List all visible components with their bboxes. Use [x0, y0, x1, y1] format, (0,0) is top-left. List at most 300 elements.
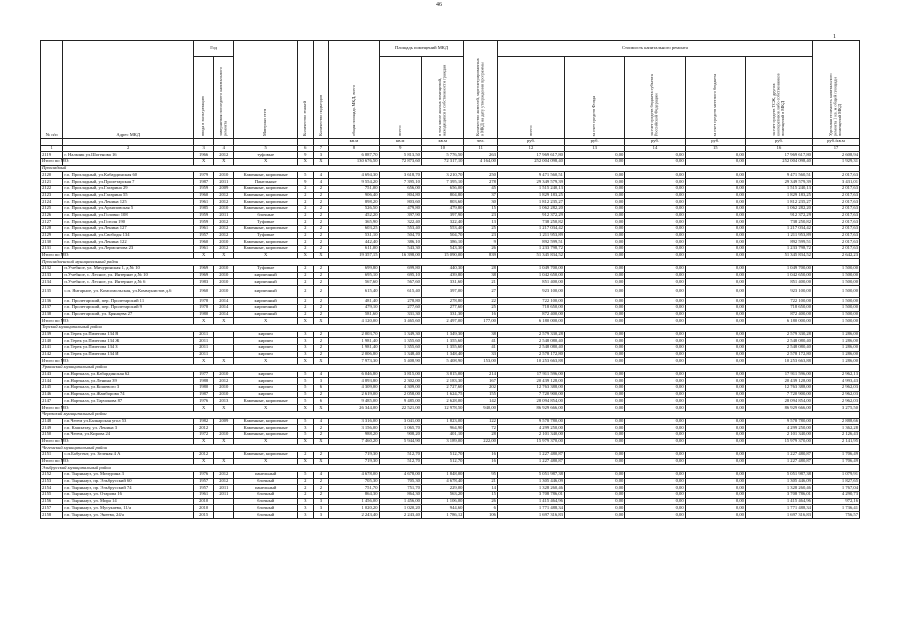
column-number-cell: 9	[379, 145, 421, 152]
th-cost-owners: за счет средств ТСЖ, других кооперативов либо собственников помещений в МКД	[745, 57, 812, 139]
table-cell: Туфовые	[234, 219, 298, 226]
table-cell: 2	[297, 286, 313, 298]
table-cell: 0,00	[685, 232, 745, 239]
table-cell: 1 500,00	[812, 318, 859, 325]
table-cell: X	[214, 458, 234, 465]
th-wall-material: Материал стен	[234, 41, 298, 139]
table-cell: 1 706,49	[812, 451, 859, 458]
table-cell: 250	[464, 172, 498, 179]
table-cell: 2	[297, 232, 313, 239]
table-cell: 0,00	[625, 371, 685, 378]
table-cell: 756,57	[812, 512, 859, 519]
table-cell: 2	[297, 266, 313, 273]
table-cell: п.Учебное, ул. Мичуринская 1, д.№ 10	[63, 266, 194, 273]
table-cell: 2	[297, 478, 313, 485]
table-cell: 0,00	[564, 344, 624, 351]
table-cell: 1972	[194, 431, 214, 438]
table-cell: 0,00	[685, 246, 745, 253]
table-cell: г.п. Тырныауз, ул. Мусукаева, 11/а	[63, 505, 194, 512]
table-cell: 2010	[194, 498, 214, 505]
table-cell: 2014	[214, 311, 234, 318]
table-cell: 0,00	[685, 385, 745, 392]
table-cell: 1 227 480,87	[745, 458, 812, 465]
table-cell: 1 697 316,83	[745, 512, 812, 519]
th-area-private: в том числе жилых помещений, находящихся в собственности граждан	[421, 57, 463, 139]
table-cell: 15 979 370,00	[745, 438, 812, 445]
table-cell: 9	[297, 179, 313, 186]
table-cell: п.Учебное, с. Лесное, ул. Интернат д.№ 6	[63, 279, 194, 286]
table-cell: 0,00	[564, 438, 624, 445]
subtotal-row	[41, 438, 860, 445]
table-cell: X	[214, 252, 234, 259]
table-cell: Панельные	[234, 179, 298, 186]
table-cell: 0,00	[685, 344, 745, 351]
table-cell: 0,00	[564, 358, 624, 365]
table-cell: 722 100,00	[745, 298, 812, 305]
table-cell: 553,40	[379, 225, 421, 232]
table-cell: Каменные, кирпичные	[234, 172, 298, 179]
table-cell: 1985	[194, 205, 214, 212]
table-cell: 2010	[214, 391, 234, 398]
table-row	[41, 185, 860, 192]
table-cell: 0,00	[625, 458, 685, 465]
table-cell: 1 415 464,96	[745, 498, 812, 505]
table-cell: 25	[464, 304, 498, 311]
table-cell: 3	[297, 512, 313, 519]
table-cell: 2 962,03	[812, 398, 859, 405]
table-cell: г.п. Тырныауз, пр. Эльбрусский 60	[63, 478, 194, 485]
table-cell: 2010	[214, 286, 234, 298]
table-cell: 3 431,01	[812, 179, 859, 186]
table-cell: 2010	[214, 431, 234, 438]
table-cell: г.п.Нарткала, ул.Жамборова 74	[63, 391, 194, 398]
table-cell: 2	[313, 451, 329, 458]
table-cell: 2 017,63	[812, 232, 859, 239]
table-cell: 5	[297, 472, 313, 479]
table-cell	[63, 252, 194, 259]
table-cell: 2	[297, 185, 313, 192]
table-cell: 526,50	[329, 205, 379, 212]
table-cell: 21	[464, 279, 498, 286]
table-cell: 3 316,00	[329, 418, 379, 425]
table-cell: 2009	[214, 418, 234, 425]
table-cell: 0,00	[564, 304, 624, 311]
table-cell: 1 812 235,27	[745, 199, 812, 206]
table-cell: 0,00	[685, 505, 745, 512]
table-cell: 2 101 340,00	[745, 431, 812, 438]
table-cell: 0,00	[625, 212, 685, 219]
table-cell: 2014	[214, 304, 234, 311]
th-floors: Количество этажей	[297, 41, 313, 139]
table-cell	[63, 438, 194, 445]
table-cell: 28 094 854,00	[745, 398, 812, 405]
table-cell: г.п. Пролетарский, пер. Пролетарский 9	[63, 304, 194, 311]
table-cell: 0,00	[685, 371, 745, 378]
table-cell: 2	[313, 344, 329, 351]
table-cell: 2 578 172,80	[497, 351, 564, 358]
table-cell: 1 217 034,42	[497, 225, 564, 232]
table-cell: 2012	[214, 152, 234, 159]
table-cell: 944,60	[421, 505, 463, 512]
table-cell: 17 911 596,00	[497, 371, 564, 378]
table-cell: 0,00	[625, 505, 685, 512]
table-cell: 331,60	[421, 279, 463, 286]
table-cell: 106	[464, 512, 498, 519]
table-cell: 322,40	[379, 219, 421, 226]
table-cell: 9 578 780,00	[497, 418, 564, 425]
table-cell: блочный	[234, 505, 298, 512]
table-cell: 581,60	[329, 311, 379, 318]
table-cell: 615,40	[329, 286, 379, 298]
table-cell: 6	[313, 398, 329, 405]
table-cell: 0,00	[685, 185, 745, 192]
table-cell: 51 345 834,52	[745, 252, 812, 259]
table-cell: 2010	[214, 239, 234, 246]
table-cell: 1959	[194, 212, 214, 219]
table-cell: г.п. Кашхатау, ул. Ленина 3	[63, 425, 194, 432]
table-cell: 2 962,03	[812, 385, 859, 392]
table-cell: 2 126,43	[812, 431, 859, 438]
table-cell: 3	[297, 344, 313, 351]
table-cell: 1 065,70	[379, 425, 421, 432]
table-cell: 4	[313, 472, 329, 479]
table-cell: 2	[297, 239, 313, 246]
table-row	[41, 391, 860, 398]
table-cell: 0,00	[685, 338, 745, 345]
table-cell: 898,20	[329, 199, 379, 206]
table-row	[41, 371, 860, 378]
table-cell: 1976	[194, 472, 214, 479]
table-cell: 1988	[194, 378, 214, 385]
table-cell: г.п.Нарткала, ул.Ленина 39	[63, 378, 194, 385]
table-cell: 2010	[214, 272, 234, 279]
table-cell: 1980	[194, 311, 214, 318]
table-cell: 2147	[41, 398, 63, 405]
table-cell: X	[234, 159, 298, 166]
table-cell: 2	[313, 485, 329, 492]
unit-cell: кв.м	[379, 139, 421, 146]
column-number-cell: 8	[329, 145, 379, 152]
table-cell: 3 156,00	[329, 425, 379, 432]
table-cell: 2145	[41, 385, 63, 392]
subtotal-row	[41, 358, 860, 365]
table-cell: 2012	[214, 232, 234, 239]
table-cell: 2011	[194, 331, 214, 338]
table-cell: 1 348,40	[379, 351, 421, 358]
table-cell: 2011	[194, 351, 214, 358]
table-cell: 1 500,00	[812, 286, 859, 298]
table-cell: X	[214, 318, 234, 325]
table-cell: 6 180 000,00	[497, 318, 564, 325]
table-cell: 0,00	[564, 172, 624, 179]
table-cell: Каменные, кирпичные	[234, 246, 298, 253]
table-cell: 0,00	[564, 239, 624, 246]
th-residents: Количество жителей, зарегистрированных в МКД на дату утверждения программы	[464, 41, 498, 139]
table-cell: 142	[464, 398, 498, 405]
table-cell: 2013	[214, 398, 234, 405]
table-cell: 2153	[41, 478, 63, 485]
table-cell: 2	[313, 492, 329, 499]
table-cell: 277,60	[421, 304, 463, 311]
table-cell: 699,80	[329, 266, 379, 273]
table-cell: 3	[313, 505, 329, 512]
table-cell: 1 362,28	[812, 425, 859, 432]
table-cell: 2124	[41, 199, 63, 206]
table-cell: 9 471 560,51	[745, 172, 812, 179]
table-cell: 10 253 663,88	[745, 358, 812, 365]
table-cell: 5 051 987,38	[745, 472, 812, 479]
table-cell: г.о. Прохладный, ул.Лермонтова 23	[63, 246, 194, 253]
corner-mark: 1	[833, 34, 836, 40]
table-cell: 2	[313, 272, 329, 279]
table-cell: 695,10	[329, 272, 379, 279]
table-cell: 167	[464, 378, 498, 385]
table-cell: 0,00	[625, 478, 685, 485]
table-cell: Итого по МО:	[42, 357, 70, 363]
table-cell: г.п.Терек ул.Пачегова 134 В	[63, 331, 194, 338]
table-cell: 0,00	[685, 172, 745, 179]
table-cell: 2	[313, 205, 329, 212]
table-cell	[63, 159, 194, 166]
table-cell: 3 618,70	[379, 172, 421, 179]
table-cell: г. Нальчик ул.Шогенова 16	[63, 152, 194, 159]
table-cell: 2015	[194, 512, 214, 519]
table-cell: 2 101 340,00	[497, 431, 564, 438]
table-cell: 28 094 854,00	[497, 398, 564, 405]
table-cell: 1 515 240,13	[745, 185, 812, 192]
table-cell: 1 042 650,00	[497, 272, 564, 279]
table-cell: 1 286,00	[812, 331, 859, 338]
table-cell: 738 250,82	[497, 219, 564, 226]
table-cell: 16	[464, 458, 498, 465]
table-cell: 719,30	[329, 458, 379, 465]
table-cell: 2012	[214, 199, 234, 206]
table-cell: 1 624,75	[421, 391, 463, 398]
table-cell: 656,00	[421, 185, 463, 192]
table-cell: 1 020,20	[379, 505, 421, 512]
table-cell: 7 720 900,00	[497, 391, 564, 398]
table-cell: кирпич	[234, 351, 298, 358]
table-cell: 0,00	[564, 505, 624, 512]
table-cell: 278	[464, 179, 498, 186]
table-cell: 0,00	[564, 219, 624, 226]
table-cell: X	[194, 252, 214, 259]
table-cell: 1 981,40	[329, 344, 379, 351]
table-cell: 2011	[194, 338, 214, 345]
table-cell: 695,10	[379, 272, 421, 279]
table-cell: 0,00	[685, 418, 745, 425]
table-cell: 1 456,00	[329, 498, 379, 505]
table-cell: 912 372,29	[497, 212, 564, 219]
table-cell: 0,00	[564, 472, 624, 479]
table-cell: 0,00	[625, 219, 685, 226]
table-cell: 803,60	[421, 199, 463, 206]
table-cell: X	[297, 405, 313, 412]
table-cell: 214	[464, 371, 498, 378]
table-cell: 1 981,40	[329, 338, 379, 345]
table-cell: 504,70	[379, 232, 421, 239]
table-cell: 7 460,20	[329, 438, 379, 445]
table-cell: 2 058,00	[379, 391, 421, 398]
table-cell: 3 275,50	[812, 405, 859, 412]
table-cell: панельный	[234, 485, 298, 492]
table-cell: X	[214, 405, 234, 412]
table-cell: кирпич	[234, 344, 298, 351]
table-cell: 26	[464, 498, 498, 505]
table-cell: кирпичный	[234, 279, 298, 286]
table-cell: Итого по МО:	[42, 317, 70, 323]
table-cell: 2012	[194, 425, 214, 432]
table-cell: кирпич	[234, 331, 298, 338]
column-number-cell: 13	[564, 145, 624, 152]
table-cell: 3 465,60	[379, 318, 421, 325]
table-cell: 2 017,63	[812, 225, 859, 232]
table-cell: 0,00	[625, 298, 685, 305]
table-cell: Каменные, кирпичные	[234, 431, 298, 438]
table-cell: 2	[313, 311, 329, 318]
table-cell: 2 017,63	[812, 219, 859, 226]
table-cell: 0,00	[685, 498, 745, 505]
table-cell	[214, 344, 234, 351]
table-cell: 3 815,00	[421, 371, 463, 378]
column-number-row	[41, 145, 860, 152]
table-cell: 2	[297, 272, 313, 279]
table-cell: 872 400,00	[745, 311, 812, 318]
table-cell: 0,00	[685, 425, 745, 432]
table-cell: Итого по МО:	[42, 437, 70, 443]
th-num: № п/п	[41, 41, 63, 139]
table-cell: 16	[464, 451, 498, 458]
table-cell: 1987	[194, 179, 214, 186]
column-number-cell: 7	[313, 145, 329, 152]
table-cell: 22 521,00	[379, 405, 421, 412]
table-cell: 0,00	[564, 451, 624, 458]
table-cell: г.п.Терек ул.Пачегова 134 Ж	[63, 338, 194, 345]
th-cost-group: Стоимость капитального ремонта	[497, 41, 812, 57]
table-cell: 1 355,60	[379, 344, 421, 351]
table-cell: 0,00	[625, 152, 685, 159]
table-cell: 1 829 183,25	[497, 192, 564, 199]
table-cell: 3	[297, 498, 313, 505]
table-cell: 5 813,50	[379, 152, 421, 159]
table-cell: 0,00	[564, 159, 624, 166]
table-cell: 2	[313, 225, 329, 232]
table-cell: X	[297, 438, 313, 445]
table-cell: 2	[297, 246, 313, 253]
table-row	[41, 286, 860, 298]
table-cell: 1 049 700,00	[497, 266, 564, 273]
section-row	[41, 411, 860, 418]
table-cell: 122	[464, 418, 498, 425]
table-cell: 17 969 617,80	[745, 152, 812, 159]
table-cell: 0,00	[625, 286, 685, 298]
table-cell: 0,00	[625, 304, 685, 311]
table-cell: 2012	[194, 451, 214, 458]
table-cell: 1 786,12	[421, 512, 463, 519]
table-cell: 804,80	[421, 192, 463, 199]
table-cell: 0,00	[564, 391, 624, 398]
table-cell: 1 049 700,00	[745, 266, 812, 273]
table-cell: 15	[464, 492, 498, 499]
table-cell: 2	[313, 246, 329, 253]
table-cell: 1980	[194, 385, 214, 392]
table-cell: кирпичный	[234, 311, 298, 318]
table-cell: 0,00	[685, 272, 745, 279]
table-cell: 851 400,00	[497, 279, 564, 286]
table-cell: 603,25	[329, 225, 379, 232]
table-cell: 2129	[41, 232, 63, 239]
table-cell: 2 017,63	[812, 205, 859, 212]
table-cell: 2	[297, 192, 313, 199]
table-cell: 567,60	[329, 279, 379, 286]
table-cell: X	[214, 358, 234, 365]
table-body	[41, 152, 860, 518]
table-cell: 3	[297, 338, 313, 345]
table-cell: 839	[464, 252, 498, 259]
table-cell: 27	[464, 286, 498, 298]
table-cell: 1976	[194, 398, 214, 405]
table-cell: 0,00	[564, 279, 624, 286]
table-cell: 0,00	[564, 431, 624, 438]
table-cell: кирпич	[234, 385, 298, 392]
table-cell: 2	[297, 219, 313, 226]
table-cell: 3	[313, 512, 329, 519]
table-cell: 1 348,40	[421, 351, 463, 358]
table-cell: 2120	[41, 172, 63, 179]
table-cell: 28	[464, 266, 498, 273]
table-cell: 1987	[194, 391, 214, 398]
table-cell: 0,00	[625, 232, 685, 239]
table-cell: 1 062 282,20	[745, 205, 812, 212]
table-cell: 0,00	[564, 252, 624, 259]
table-cell: 2 243,40	[329, 512, 379, 519]
table-cell: кирпич	[234, 338, 298, 345]
table-cell: 5	[297, 172, 313, 179]
table-cell: Каменные, кирпичные	[234, 205, 298, 212]
table-cell: 0,00	[625, 385, 685, 392]
table-cell: X	[313, 252, 329, 259]
subtotal-row	[41, 405, 860, 412]
table-cell: 2152	[41, 472, 63, 479]
table-cell: 1 823,00	[421, 418, 463, 425]
table-cell: Итого по МО:	[42, 458, 70, 464]
table-cell: 2131	[41, 246, 63, 253]
table-cell: 0,00	[564, 331, 624, 338]
table-cell: 3	[313, 152, 329, 159]
table-cell: 41	[464, 338, 498, 345]
table-cell: 1978	[194, 304, 214, 311]
table-cell: 4	[313, 179, 329, 186]
table-cell: с.п.Бабугент, ул. Зеленая 4 А	[63, 451, 194, 458]
table-cell: 2	[313, 279, 329, 286]
table-cell: 1960	[194, 286, 214, 298]
table-cell: 1 211 953,89	[745, 232, 812, 239]
table-cell: 2151	[41, 451, 63, 458]
table-cell: 1966	[194, 152, 214, 159]
table-cell: 2011	[214, 492, 234, 499]
table-cell: 3 041,00	[379, 418, 421, 425]
table-cell: 37	[464, 192, 498, 199]
table-cell: 1 286,00	[812, 338, 859, 345]
table-cell: 4	[313, 418, 329, 425]
table-cell: 0,00	[564, 192, 624, 199]
table-cell: 2136	[41, 298, 63, 305]
table-cell: 278,80	[379, 298, 421, 305]
table-cell: 615,40	[379, 286, 421, 298]
table-cell: 751,70	[379, 485, 421, 492]
th-entrances: Количество подъездов	[313, 41, 329, 139]
column-number-cell: 16	[745, 145, 812, 152]
